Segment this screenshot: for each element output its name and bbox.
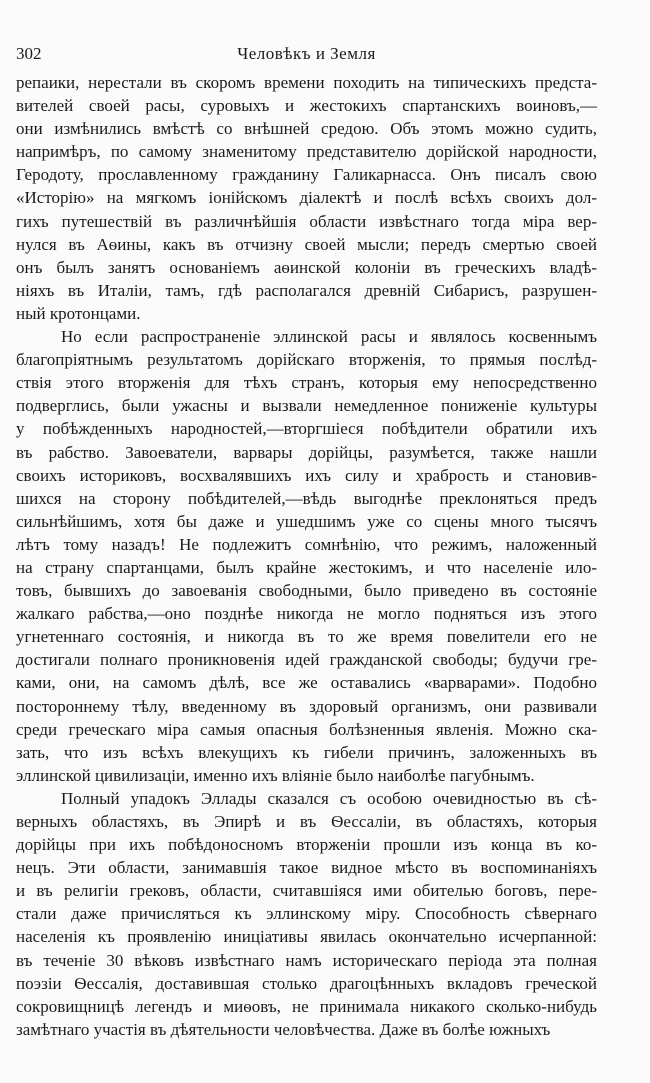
text-line: замѣтнаго участія въ дѣятельности человѣчества. Даже въ болѣе южныхъ	[16, 1019, 551, 1039]
text-line: они измѣнились вмѣстѣ со внѣшней средою. Объ этомъ можно судить,	[16, 119, 597, 139]
text-line: «Исторію» на мягкомъ іонійскомъ діалектѣ и послѣ всѣхъ своихъ дол-	[16, 188, 597, 208]
text-line: репаики, нерестали въ скоромъ времени походить на типическихъ предста-	[16, 73, 597, 92]
text-line: ствія этого вторженія для тѣхъ странъ, которыя ему непосредственно	[16, 373, 597, 393]
text-line: и въ религіи грековъ, области, считавшіяся ими обителью боговъ, пере-	[16, 881, 597, 901]
text-line: среди греческаго міра самыя опасныя болѣзненныя явленія. Можно ска-	[16, 719, 597, 739]
text-line: угнетеннаго состоянія, и никогда въ то же время повелители его не	[16, 627, 597, 647]
text-line: товъ, бывшихъ до завоеванія свободными, было приведено въ состояніе	[16, 581, 597, 601]
text-line: населенія къ проявленію иниціативы явилась окончательно исчерпанной:	[16, 927, 597, 947]
text-line: сильнѣйшимъ, хотя бы даже и ушедшимъ уже со сцены много тысячъ	[16, 511, 597, 531]
text-line: ками, они, на самомъ дѣлѣ, все же оставались «варварами». Подобно	[16, 673, 597, 693]
text-line: поэзіи Ѳессалія, доставившая столько драгоцѣнныхъ вкладовъ греческой	[16, 973, 597, 993]
text-line: ный кротонцами.	[16, 303, 141, 323]
text-line: зать, что изъ всѣхъ влекущихъ къ гибели причинъ, заложенныхъ въ	[16, 742, 597, 762]
text-line: своихъ историковъ, восхвалявшихъ ихъ силу и храбрость и становив-	[16, 465, 597, 485]
text-line: верныхъ областяхъ, въ Эпирѣ и въ Ѳессаліи, въ областяхъ, которыя	[16, 812, 597, 831]
page-header	[16, 44, 597, 68]
text-line: шихся на сторону побѣдителей,—вѣдь выгоднѣе преклоняться предъ	[16, 488, 597, 508]
text-line: дорійцы при ихъ побѣдоносномъ вторженіи прошли изъ конца въ ко-	[16, 835, 597, 855]
text-line: подверглись, были ужасны и вызвали немедленное пониженіе культуры	[16, 396, 597, 416]
text-line: Но если распространеніе эллинской расы и являлось косвеннымъ	[61, 327, 597, 347]
text-line: нулся въ Аѳины, какъ въ отчизну своей мысли; передъ смертью своей	[16, 234, 597, 254]
text-line: благопріятнымъ результатомъ дорійскаго вторженія, то прямыя послѣд-	[16, 350, 597, 370]
text-line: Геродоту, прославленному гражданину Галикарнасса. Онъ писалъ свою	[16, 165, 597, 185]
text-line: онъ былъ занятъ основаніемъ аѳинской колоніи въ греческихъ владѣ-	[16, 257, 597, 277]
text-line: нецъ. Эти области, занимавшія такое видное мѣсто въ воспоминаніяхъ	[16, 858, 597, 878]
text-line: лѣтъ тому назадъ! Не подлежитъ сомнѣнію, что режимъ, наложенный	[16, 534, 597, 554]
text-line: постороннему тѣлу, введенному въ здоровый организмъ, они развивали	[16, 696, 597, 716]
text-line: сокровищницѣ легендъ и миѳовъ, не принимала никакого сколько-нибудь	[16, 996, 597, 1016]
paragraph	[16, 71, 597, 325]
text-line: вителей своей расы, суровыхъ и жестокихъ спартанскихъ воиновъ,—	[16, 96, 597, 116]
text-line: гихъ путешествій въ различнѣйшія области извѣстнаго тогда міра вер-	[16, 211, 597, 231]
text-line: на страну спартанцами, былъ крайне жестокимъ, и что населеніе ило-	[16, 557, 597, 577]
text-line: эллинской цивилизаціи, именно ихъ вліяніе было наиболѣе пагубнымъ.	[16, 765, 535, 785]
text-line: Полный упадокъ Эллады сказался съ особою очевидностью въ сѣ-	[61, 788, 597, 808]
text-line: напримѣръ, по самому знаменитому представителю дорійской народности,	[16, 142, 597, 162]
text-line: ніяхъ въ Италіи, тамъ, гдѣ располагался древній Сибарисъ, разрушен-	[16, 280, 597, 300]
text-line: у побѣжденныхъ народностей,—вторгшіеся побѣдители обратили ихъ	[16, 419, 597, 439]
paragraph	[16, 787, 597, 1041]
text-line: стали даже причисляться къ эллинскому міру. Способность сѣвернаго	[16, 904, 597, 924]
running-title: Человѣкъ и Земля	[237, 44, 376, 63]
paragraph	[16, 325, 597, 787]
text-line: въ рабство. Завоеватели, варвары дорійцы, разумѣется, также нашли	[16, 442, 597, 462]
text-line: достигали полнаго проникновенія идей гражданской свободы; будучи гре-	[16, 650, 597, 670]
text-line: жалкаго рабства,—оно позднѣе никогда не могло подняться изъ этого	[16, 604, 597, 624]
page-body	[16, 71, 597, 1041]
text-line: въ теченіе 30 вѣковъ извѣстнаго намъ историческаго періода эта полная	[16, 950, 597, 970]
page-number: 302	[16, 44, 42, 63]
